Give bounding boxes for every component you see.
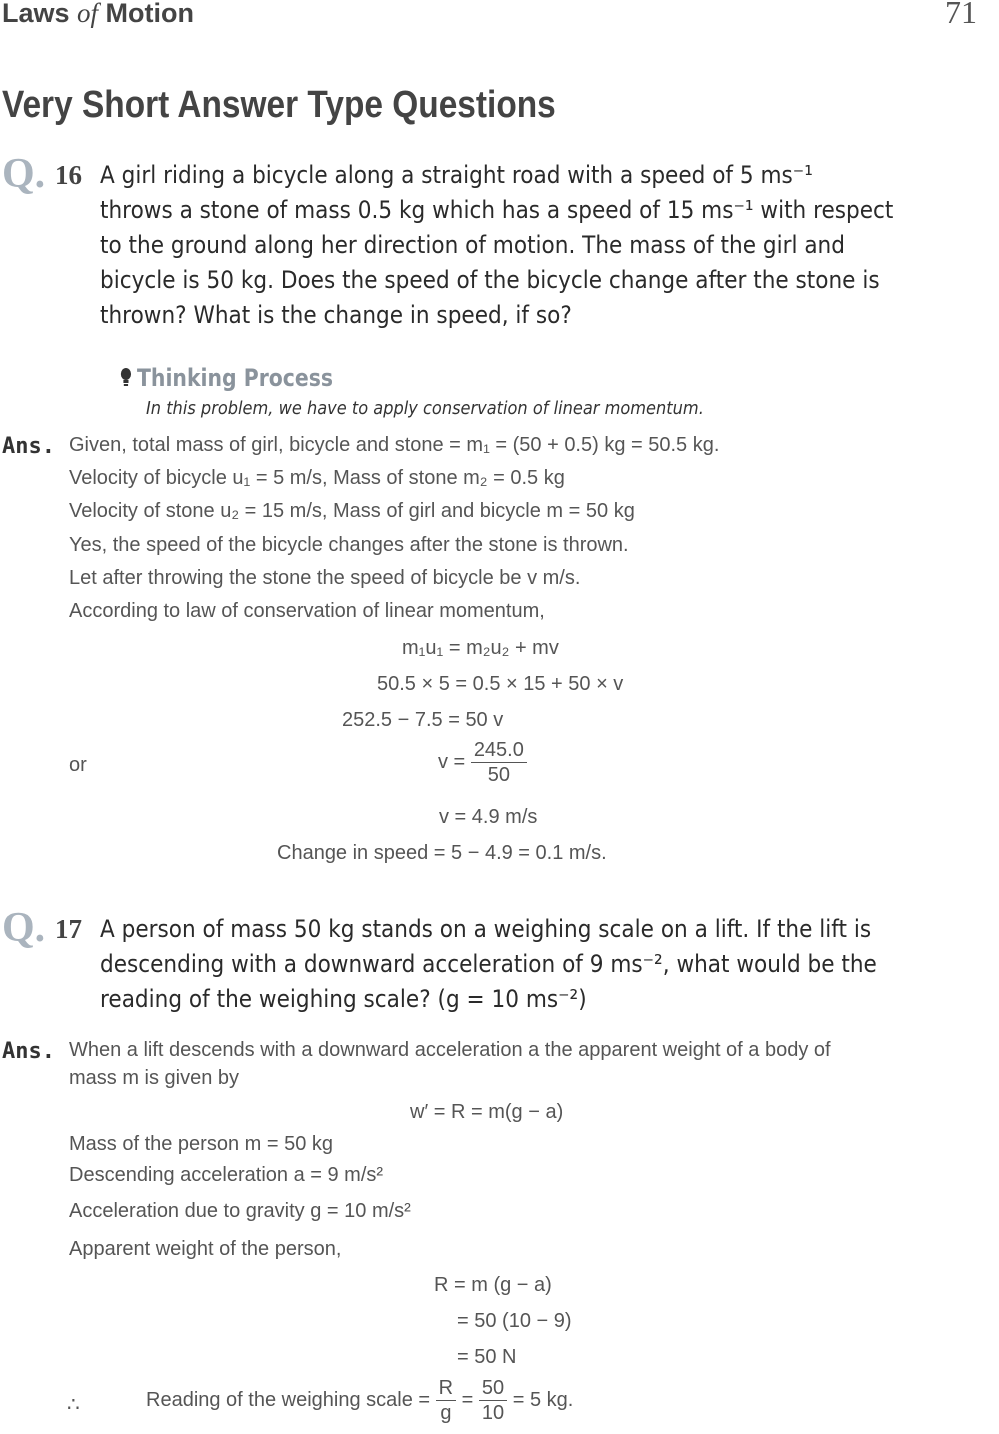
q16-ans-line: Velocity of bicycle u₁ = 5 m/s, Mass of stone m₂ = 0.5 kg (69, 467, 565, 489)
chapter-title: Laws of Motion (2, 0, 195, 28)
denominator: 50 (487, 764, 510, 786)
q16-ans-label: Ans. (2, 434, 55, 459)
q17-number: 17 (55, 914, 82, 944)
final-label: Reading of the weighing scale = (146, 1388, 431, 1411)
q17-line: descending with a downward acceleration of 9 ms⁻², what would be the (100, 950, 877, 978)
q16-marker: Q. (2, 151, 46, 197)
q16-line: to the ground along her direction of motion. The mass of the girl and (100, 231, 845, 259)
q16-line: bicycle is 50 kg. Does the speed of the bicycle change after the stone is (100, 266, 880, 294)
apparent-weight-formula: w′ = R = m(g − a) (410, 1101, 564, 1123)
fraction (471, 738, 527, 787)
q16-ans-line: Let after throwing the stone the speed of bicycle be v m/s. (69, 567, 581, 589)
equation-momentum: m₁u₁ = m₂u₂ + mv (402, 637, 559, 659)
equals: = (461, 1388, 474, 1411)
equation-r3: = 50 N (457, 1346, 517, 1368)
or-label: or (69, 754, 87, 776)
v-lhs: v = (438, 750, 466, 773)
numerator: 50 (479, 1376, 507, 1401)
q16-ans-line: Given, total mass of girl, bicycle and stone = m₁ = (50 + 0.5) kg = 50.5 kg. (69, 434, 720, 456)
equation-r2: = 50 (10 − 9) (457, 1310, 572, 1332)
q17-given: Mass of the person m = 50 kg (69, 1133, 334, 1155)
lightbulb-icon (120, 367, 132, 389)
q16-line: thrown? What is the change in speed, if so? (100, 301, 572, 329)
equation-substitution: 50.5 × 5 = 0.5 × 15 + 50 × v (377, 673, 624, 695)
page-number: 71 (945, 0, 977, 30)
change-in-speed: Change in speed = 5 − 4.9 = 0.1 m/s. (277, 842, 607, 864)
equation-r1: R = m (g − a) (434, 1274, 552, 1296)
q16-line: A girl riding a bicycle along a straight road with a speed of 5 ms⁻¹ (100, 161, 813, 189)
q16-text (100, 158, 893, 333)
q17-line: A person of mass 50 kg stands on a weighing scale on a lift. If the lift is (100, 915, 872, 943)
q17-given: Apparent weight of the person, (69, 1238, 342, 1260)
q17-line: reading of the weighing scale? (g = 10 ms⁻²) (100, 985, 587, 1013)
equation-simplified: 252.5 − 7.5 = 50 v (342, 709, 504, 731)
numerator: R (436, 1376, 456, 1401)
final-answer (146, 1376, 573, 1425)
denominator: g (440, 1402, 452, 1424)
equation-v-result: v = 4.9 m/s (439, 806, 538, 828)
q16-ans-line: Velocity of stone u₂ = 15 m/s, Mass of girl and bicycle m = 50 kg (69, 500, 635, 522)
q17-given: Descending acceleration a = 9 m/s² (69, 1164, 384, 1186)
therefore-symbol: ∴ (67, 1394, 80, 1416)
numerator: 245.0 (471, 738, 527, 763)
section-title: Very Short Answer Type Questions (2, 84, 556, 126)
q16-ans-line: Yes, the speed of the bicycle changes after the stone is thrown. (69, 534, 629, 556)
q16-number: 16 (55, 160, 82, 190)
q17-ans-label: Ans. (2, 1039, 55, 1064)
q17-text (100, 912, 877, 1017)
thinking-process-text: In this problem, we have to apply conservation of linear momentum. (146, 398, 704, 419)
equation-v-fraction (438, 738, 527, 787)
denominator: 10 (481, 1402, 505, 1424)
fraction-r-g (436, 1376, 456, 1425)
q17-given: Acceleration due to gravity g = 10 m/s² (69, 1200, 411, 1222)
q17-ans-line: When a lift descends with a downward acceleration a the apparent weight of a body of (69, 1039, 831, 1061)
fraction-50-10 (479, 1376, 507, 1425)
q16-ans-line: According to law of conservation of linear momentum, (69, 600, 545, 622)
final-result: = 5 kg. (512, 1388, 574, 1411)
thinking-process-heading: Thinking Process (120, 364, 333, 392)
q16-line: throws a stone of mass 0.5 kg which has a speed of 15 ms⁻¹ with respect (100, 196, 894, 224)
q17-ans-line: mass m is given by (69, 1067, 240, 1089)
q17-marker: Q. (2, 905, 46, 951)
